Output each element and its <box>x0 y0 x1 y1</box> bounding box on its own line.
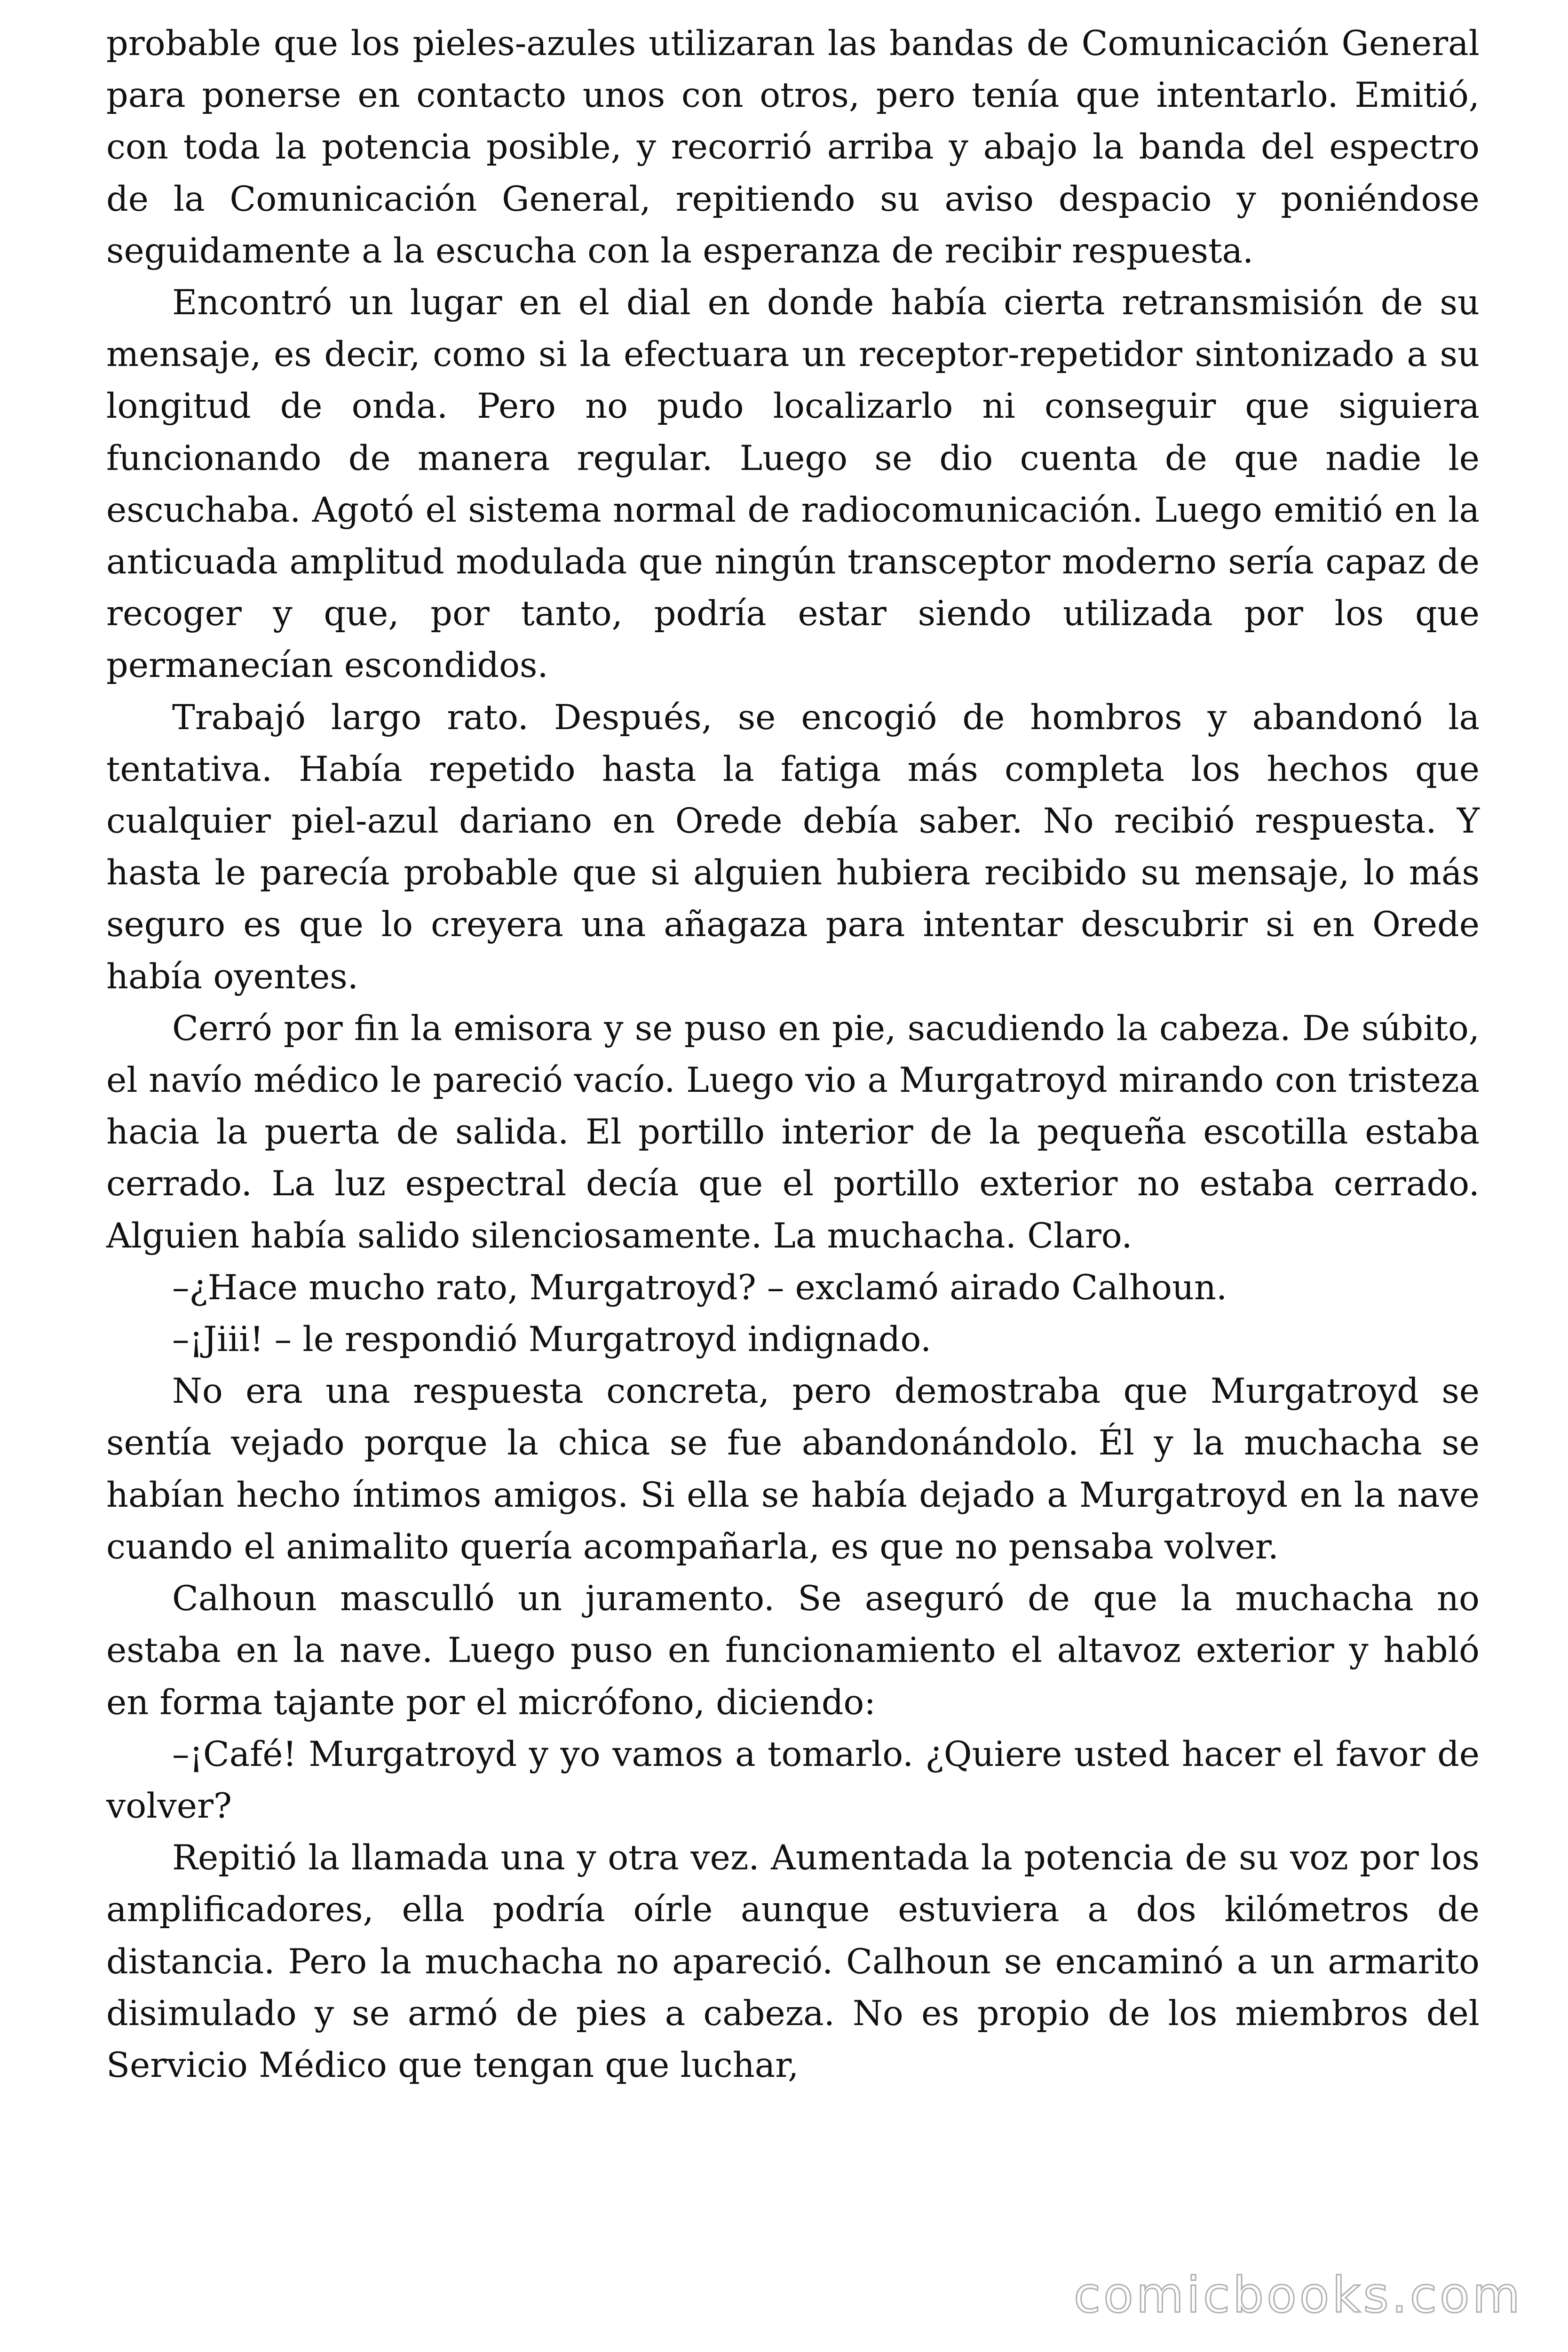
dialogue-line-3: –¡Café! Murgatroyd y yo vamos a tomarlo. ¿Quiere usted hacer el favor de volver? <box>106 1734 1480 1826</box>
paragraph-3: Trabajó largo rato. Después, se encogió de hombros y abandonó la tentativa. Había repetido hasta la fatiga más completa los hechos que cualquier piel-azul dariano en Orede debía saber. No recibió respuesta. Y hasta le parecía probable que si alguien hubiera recibido su mensaje, lo más seguro es que lo creyera una añagaza para intentar descubrir si en Orede había oyentes. <box>106 697 1480 997</box>
body-text <box>106 18 1480 2091</box>
dialogue-line-2: –¡Jiii! – le respondió Murgatroyd indignado. <box>172 1319 932 1360</box>
paragraph-5: No era una respuesta concreta, pero demostraba que Murgatroyd se sentía vejado porque la chica se fue abandonándolo. Él y la muchacha se habían hecho íntimos amigos. Si ella se había dejado a Murgatroyd en la nave cuando el animalito quería acompañarla, es que no pensaba volver. <box>106 1371 1480 1567</box>
paragraph-2: Encontró un lugar en el dial en donde había cierta retransmisión de su mensaje, es decir, como si la efectuara un receptor-repetidor sintonizado a su longitud de onda. Pero no pudo localizarlo ni conseguir que siguiera funcionando de manera regular. Luego se dio cuenta de que nadie le escuchaba. Agotó el sistema normal de radiocomunicación. Luego emitió en la anticuada amplitud modulada que ningún transceptor moderno sería capaz de recoger y que, por tanto, podría estar siendo utilizada por los que permanecían escondidos. <box>106 283 1480 686</box>
paragraph-4: Cerró por fin la emisora y se puso en pie, sacudiendo la cabeza. De súbito, el navío médico le pareció vacío. Luego vio a Murgatroyd mirando con tristeza hacia la puerta de salida. El portillo interior de la pequeña escotilla estaba cerrado. La luz espectral decía que el portillo exterior no estaba cerrado. Alguien había salido silenciosamente. La muchacha. Claro. <box>106 1008 1480 1256</box>
paragraph-7: Repitió la llamada una y otra vez. Aumentada la potencia de su voz por los amplificadores, ella podría oírle aunque estuviera a dos kilómetros de distancia. Pero la muchacha no apareció. Calhoun se encaminó a un armarito disimulado y se armó de pies a cabeza. No es propio de los miembros del Servicio Médico que tengan que luchar, <box>106 1838 1480 2085</box>
paragraph-1: probable que los pieles-azules utilizaran las bandas de Comunicación General para ponerse en contacto unos con otros, pero tenía que intentarlo. Emitió, con toda la potencia posible, y recorrió arriba y abajo la banda del espectro de la Comunicación General, repitiendo su aviso despacio y poniéndose seguidamente a la escucha con la esperanza de recibir respuesta. <box>106 24 1480 271</box>
dialogue-line-1: –¿Hace mucho rato, Murgatroyd? – exclamó airado Calhoun. <box>172 1267 1227 1308</box>
watermark: comicbooks.com <box>1073 2266 1523 2324</box>
paragraph-6: Calhoun masculló un juramento. Se aseguró de que la muchacha no estaba en la nave. Luego puso en funcionamiento el altavoz exterior y habló en forma tajante por el micrófono, diciendo: <box>106 1579 1480 1723</box>
